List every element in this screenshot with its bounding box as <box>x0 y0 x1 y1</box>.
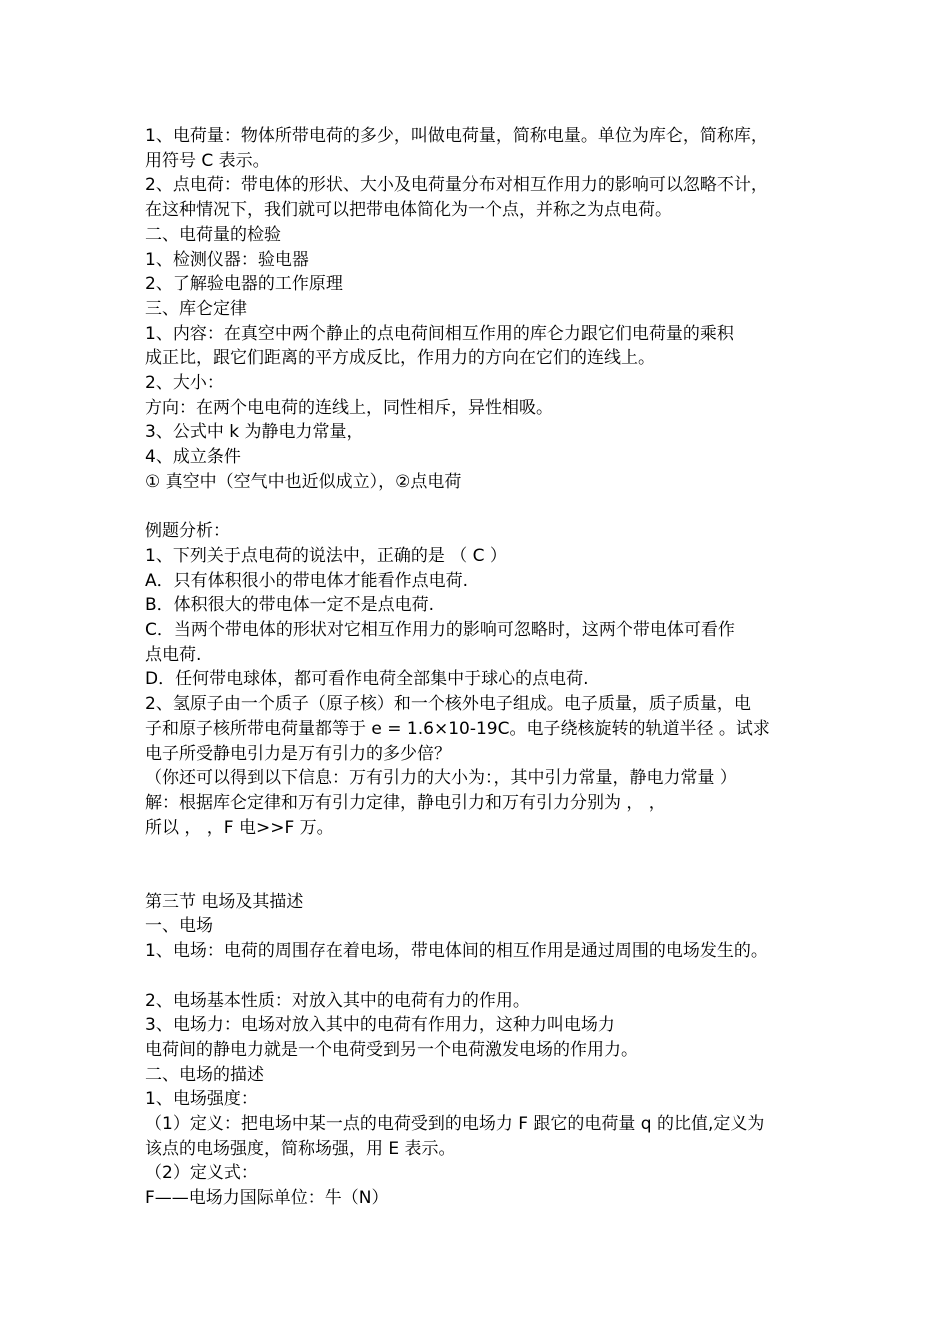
text-line: 该点的电场强度，简称场强，用 E 表示。 <box>145 1138 456 1159</box>
paragraph-gap <box>145 964 815 989</box>
section-heading: 三、库仑定律 <box>145 298 247 319</box>
text-line: ① 真空中（空气中也近似成立），②点电荷 <box>145 471 462 492</box>
text-line: （2）定义式： <box>145 1163 258 1184</box>
section-heading: 例题分析： <box>145 521 230 542</box>
question-line: 2、氢原子由一个质子（原子核）和一个核外电子组成。电子质量，质子质量，电 <box>145 694 751 715</box>
section-charge-basics <box>145 124 815 495</box>
option-line: A．只有体积很小的带电体才能看作点电荷. <box>145 570 469 591</box>
text-line: 4、成立条件 <box>145 447 241 468</box>
text-line: 3、电场力：电场对放入其中的电荷有作用力，这种力叫电场力 <box>145 1015 615 1036</box>
section-examples <box>145 519 815 840</box>
text-line: F——电场力国际单位：牛（N） <box>145 1188 389 1209</box>
text-line: 2、电场基本性质：对放入其中的电荷有力的作用。 <box>145 990 530 1011</box>
text-line: （1）定义：把电场中某一点的电荷受到的电场力 F 跟它的电荷量 q 的比值,定义为 <box>145 1114 765 1135</box>
chapter-heading: 第三节 电场及其描述 <box>145 891 304 912</box>
question-line: 电子所受静电引力是万有引力的多少倍？ <box>145 743 451 764</box>
text-line: 2、大小： <box>145 373 224 394</box>
text-line: 2、了解验电器的工作原理 <box>145 274 343 295</box>
section-field-description <box>145 989 815 1211</box>
text-line: 1、内容：在真空中两个静止的点电荷间相互作用的库仑力跟它们电荷量的乘积 <box>145 323 734 344</box>
text-line: 方向：在两个电电荷的连线上，同性相斥，异性相吸。 <box>145 397 553 418</box>
document-body <box>145 124 815 1211</box>
paragraph-gap <box>145 495 815 520</box>
text-line: 3、公式中 k 为静电力常量， <box>145 422 364 443</box>
option-line: D．任何带电球体，都可看作电荷全部集中于球心的点电荷. <box>145 669 589 690</box>
section-heading: 二、电场的描述 <box>145 1064 264 1085</box>
text-line: 在这种情况下，我们就可以把带电体简化为一个点，并称之为点电荷。 <box>145 200 672 221</box>
section-heading: 一、电场 <box>145 916 213 937</box>
solution-line: 所以 ， ，F 电>>F 万。 <box>145 817 334 838</box>
text-line: 成正比，跟它们距离的平方成反比，作用力的方向在它们的连线上。 <box>145 348 655 369</box>
text-line: 1、检测仪器：验电器 <box>145 249 309 270</box>
text-line: 用符号 C 表示。 <box>145 150 270 171</box>
text-line: 2、点电荷：带电体的形状、大小及电荷量分布对相互作用力的影响可以忽略不计， <box>145 175 768 196</box>
text-line: 1、电荷量：物体所带电荷的多少，叫做电荷量，简称电量。单位为库仑，简称库， <box>145 126 768 146</box>
question-line: 1、下列关于点电荷的说法中，正确的是 （ C ） <box>145 545 507 566</box>
text-line: 1、电场：电荷的周围存在着电场，带电体间的相互作用是通过周围的电场发生的。 <box>145 941 768 962</box>
option-line: B．体积很大的带电体一定不是点电荷. <box>145 595 435 616</box>
question-line: 子和原子核所带电荷量都等于 e = 1.6×10-19C。电子绕核旋转的轨道半径 。试求 <box>145 718 770 739</box>
section-heading: 二、电荷量的检验 <box>145 224 281 245</box>
section-electric-field <box>145 890 815 964</box>
solution-line: 解：根据库仑定律和万有引力定律，静电引力和万有引力分别为 ， ， <box>145 792 666 813</box>
paragraph-gap <box>145 840 815 889</box>
text-line: 电荷间的静电力就是一个电荷受到另一个电荷激发电场的作用力。 <box>145 1039 638 1060</box>
option-line: 点电荷. <box>145 644 202 665</box>
option-line: C．当两个带电体的形状对它相互作用力的影响可忽略时，这两个带电体可看作 <box>145 620 735 641</box>
text-line: （你还可以得到以下信息：万有引力的大小为：，其中引力常量，静电力常量 ） <box>145 768 737 789</box>
text-line: 1、电场强度： <box>145 1089 258 1110</box>
